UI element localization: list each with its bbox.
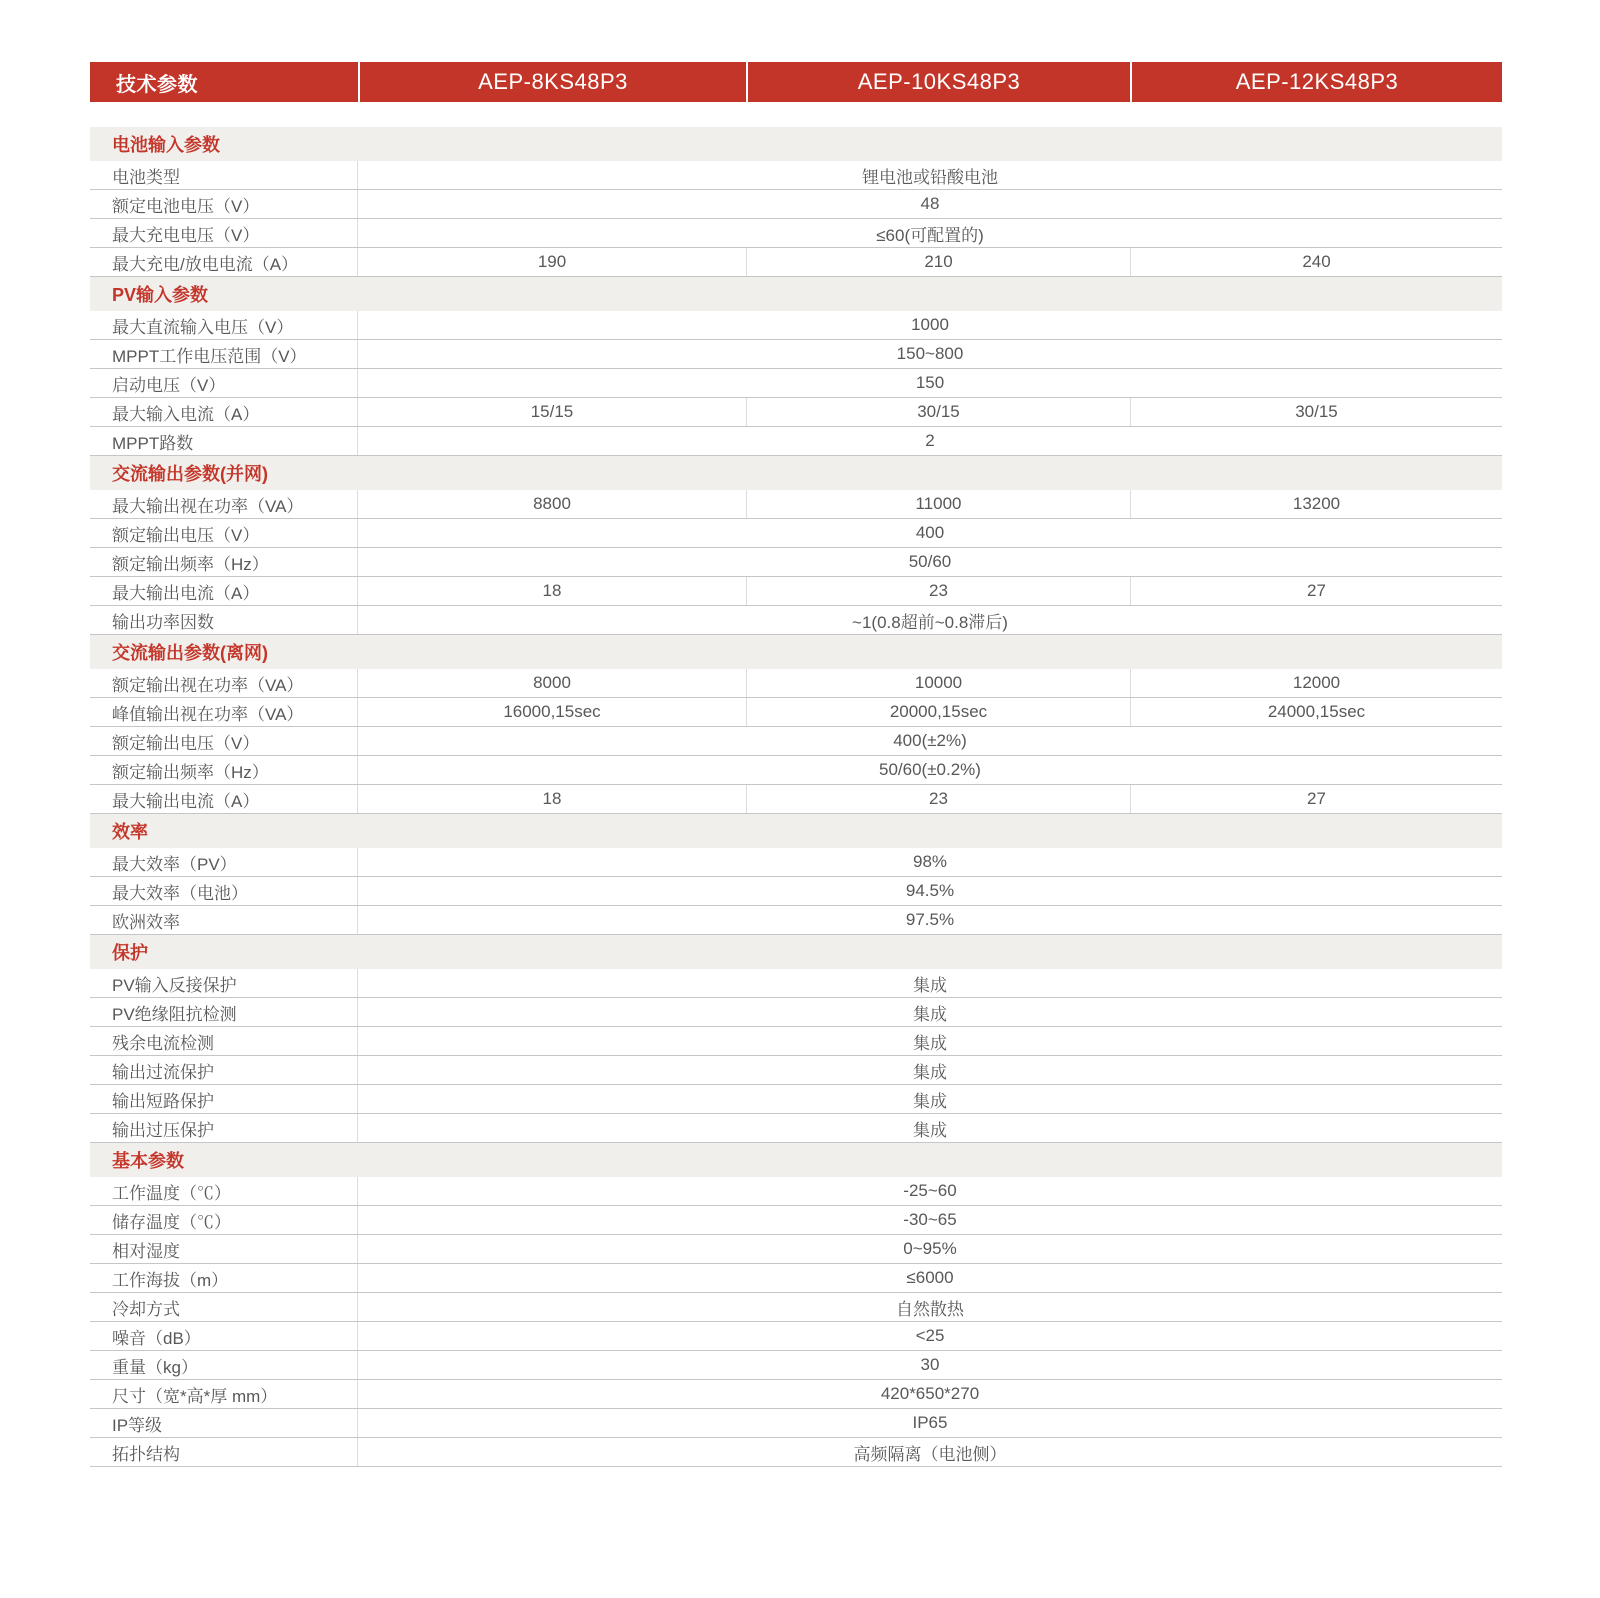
row-value-all-models: 1000: [911, 315, 949, 334]
row-label: 额定输出电压（V）: [90, 519, 358, 547]
section-title: 保护: [112, 943, 148, 963]
table-row: [90, 998, 1502, 1027]
table-row: [90, 1027, 1502, 1056]
row-label: 重量（kg）: [90, 1351, 358, 1379]
row-value-all-models: ~1(0.8超前~0.8滞后): [852, 612, 1008, 632]
row-value-model-1: 18: [542, 581, 562, 600]
section-title: 基本参数: [112, 1151, 184, 1171]
row-label: 启动电压（V）: [90, 369, 358, 397]
table-row: [90, 1177, 1502, 1206]
row-label: 工作温度（℃）: [90, 1177, 358, 1205]
row-label: PV绝缘阻抗检测: [90, 998, 358, 1026]
row-value-all-models: 50/60(±0.2%): [879, 760, 981, 779]
table-row: [90, 519, 1502, 548]
row-label: 最大输出电流（A）: [90, 577, 358, 605]
row-value-model-1: 16000,15sec: [503, 702, 601, 721]
row-value-all-models: 0~95%: [903, 1239, 957, 1258]
row-value-all-models: <25: [915, 1326, 945, 1345]
table-row: [90, 1409, 1502, 1438]
row-value-model-1: 8000: [533, 673, 571, 692]
row-value-all-models: 98%: [912, 852, 948, 871]
section-title: 交流输出参数(并网): [112, 464, 268, 484]
row-value-model-2: 10000: [746, 669, 1130, 697]
section-header-row: [90, 1143, 1502, 1177]
row-label: 储存温度（℃）: [90, 1206, 358, 1234]
row-value-all-models: IP65: [912, 1413, 948, 1432]
table-row: [90, 698, 1502, 727]
row-value-all-models: 集成: [913, 1120, 947, 1140]
table-row: [90, 669, 1502, 698]
row-value-all-models: 集成: [913, 1091, 947, 1111]
table-row: [90, 248, 1502, 277]
row-value-model-3: 30/15: [1130, 398, 1502, 426]
section-title: 效率: [112, 822, 148, 842]
table-row: [90, 369, 1502, 398]
row-label: MPPT工作电压范围（V）: [90, 340, 358, 368]
table-row: [90, 785, 1502, 814]
table-row: [90, 1351, 1502, 1380]
table-row: [90, 1438, 1502, 1467]
row-label: MPPT路数: [90, 427, 358, 455]
section-header-row: [90, 635, 1502, 669]
row-value-all-models: 集成: [913, 1033, 947, 1053]
row-value-model-3: 12000: [1130, 669, 1502, 697]
table-row: [90, 727, 1502, 756]
table-row: [90, 1056, 1502, 1085]
row-value-model-2: 23: [746, 577, 1130, 605]
header-model-aep-10ks48p3: AEP-10KS48P3: [746, 62, 1130, 102]
row-label: 最大效率（PV）: [90, 848, 358, 876]
row-label: 最大输入电流（A）: [90, 398, 358, 426]
row-value-all-models: 自然散热: [896, 1299, 964, 1319]
table-row: [90, 311, 1502, 340]
row-label: 输出短路保护: [90, 1085, 358, 1113]
row-value-all-models: 150~800: [896, 344, 964, 363]
header-model-aep-12ks48p3: AEP-12KS48P3: [1130, 62, 1502, 102]
row-value-all-models: ≤60(可配置的): [876, 225, 984, 245]
row-value-all-models: 400: [915, 523, 945, 542]
row-label: 最大直流输入电压（V）: [90, 311, 358, 339]
section-title: PV输入参数: [112, 285, 209, 305]
row-label: 最大输出视在功率（VA）: [90, 490, 358, 518]
row-value-model-2: 20000,15sec: [746, 698, 1130, 726]
row-value-all-models: ≤6000: [906, 1268, 954, 1287]
table-row: [90, 219, 1502, 248]
row-value-model-3: 240: [1130, 248, 1502, 276]
table-row: [90, 969, 1502, 998]
table-row: [90, 906, 1502, 935]
row-value-model-2: 30/15: [746, 398, 1130, 426]
row-value-model-3: 27: [1130, 577, 1502, 605]
row-value-model-3: 13200: [1130, 490, 1502, 518]
spec-table: [90, 62, 1502, 1467]
row-value-all-models: 30: [920, 1355, 940, 1374]
table-row: [90, 340, 1502, 369]
row-label: 最大充电电压（V）: [90, 219, 358, 247]
row-label: 输出过压保护: [90, 1114, 358, 1142]
row-value-all-models: 锂电池或铅酸电池: [862, 167, 998, 187]
header-model-aep-8ks48p3: AEP-8KS48P3: [358, 62, 746, 102]
row-value-model-3: 27: [1130, 785, 1502, 813]
table-header-row: [90, 62, 1502, 102]
table-row: [90, 398, 1502, 427]
row-label: 额定输出频率（Hz）: [90, 756, 358, 784]
table-row: [90, 577, 1502, 606]
header-title: 技术参数: [116, 73, 198, 96]
table-row: [90, 1322, 1502, 1351]
row-value-model-3: 24000,15sec: [1130, 698, 1502, 726]
row-label: 残余电流检测: [90, 1027, 358, 1055]
row-value-all-models: 420*650*270: [880, 1384, 980, 1403]
table-row: [90, 1380, 1502, 1409]
row-value-all-models: 97.5%: [905, 910, 955, 929]
table-row: [90, 1085, 1502, 1114]
row-label: 工作海拔（m）: [90, 1264, 358, 1292]
table-row: [90, 877, 1502, 906]
row-value-model-1: 8800: [533, 494, 571, 513]
row-label: 最大效率（电池）: [90, 877, 358, 905]
row-value-all-models: 50/60: [908, 552, 952, 571]
row-value-all-models: 94.5%: [905, 881, 955, 900]
row-value-all-models: 48: [920, 194, 940, 213]
section-header-row: [90, 277, 1502, 311]
table-row: [90, 548, 1502, 577]
section-header-row: [90, 814, 1502, 848]
row-label: 尺寸（宽*高*厚 mm）: [90, 1380, 358, 1408]
table-row: [90, 756, 1502, 785]
row-label: 拓扑结构: [90, 1438, 358, 1466]
row-label: IP等级: [90, 1409, 358, 1437]
table-row: [90, 1293, 1502, 1322]
row-label: 额定输出视在功率（VA）: [90, 669, 358, 697]
row-value-all-models: 集成: [913, 975, 947, 995]
row-label: 额定电池电压（V）: [90, 190, 358, 218]
row-label: 最大充电/放电电流（A）: [90, 248, 358, 276]
row-value-all-models: -25~60: [903, 1181, 957, 1200]
section-header-row: [90, 127, 1502, 161]
row-label: 输出过流保护: [90, 1056, 358, 1084]
row-value-all-models: 2: [925, 431, 935, 450]
row-label: 额定输出电压（V）: [90, 727, 358, 755]
row-label: 输出功率因数: [90, 606, 358, 634]
row-value-model-2: 210: [746, 248, 1130, 276]
table-row: [90, 848, 1502, 877]
spec-table-body: [90, 127, 1502, 1467]
table-row: [90, 606, 1502, 635]
table-row: [90, 427, 1502, 456]
row-label: PV输入反接保护: [90, 969, 358, 997]
header-gap: [90, 102, 1502, 127]
row-label: 相对湿度: [90, 1235, 358, 1263]
row-value-all-models: 集成: [913, 1062, 947, 1082]
row-value-all-models: 150: [915, 373, 945, 392]
row-label: 最大输出电流（A）: [90, 785, 358, 813]
row-value-all-models: -30~65: [903, 1210, 957, 1229]
section-title: 电池输入参数: [112, 135, 220, 155]
table-row: [90, 1235, 1502, 1264]
row-value-all-models: 高频隔离（电池侧）: [853, 1444, 1007, 1464]
row-value-model-1: 190: [537, 252, 567, 271]
row-label: 电池类型: [90, 161, 358, 189]
table-row: [90, 161, 1502, 190]
row-value-all-models: 400(±2%): [893, 731, 967, 750]
row-value-model-2: 11000: [746, 490, 1130, 518]
table-row: [90, 1264, 1502, 1293]
row-label: 欧洲效率: [90, 906, 358, 934]
row-value-model-1: 18: [542, 789, 562, 808]
row-value-model-1: 15/15: [530, 402, 574, 421]
row-label: 峰值输出视在功率（VA）: [90, 698, 358, 726]
row-label: 额定输出频率（Hz）: [90, 548, 358, 576]
section-title: 交流输出参数(离网): [112, 643, 268, 663]
row-label: 噪音（dB）: [90, 1322, 358, 1350]
table-row: [90, 1114, 1502, 1143]
section-header-row: [90, 935, 1502, 969]
table-row: [90, 1206, 1502, 1235]
row-value-model-2: 23: [746, 785, 1130, 813]
row-label: 冷却方式: [90, 1293, 358, 1321]
table-row: [90, 190, 1502, 219]
row-value-all-models: 集成: [913, 1004, 947, 1024]
section-header-row: [90, 456, 1502, 490]
table-row: [90, 490, 1502, 519]
